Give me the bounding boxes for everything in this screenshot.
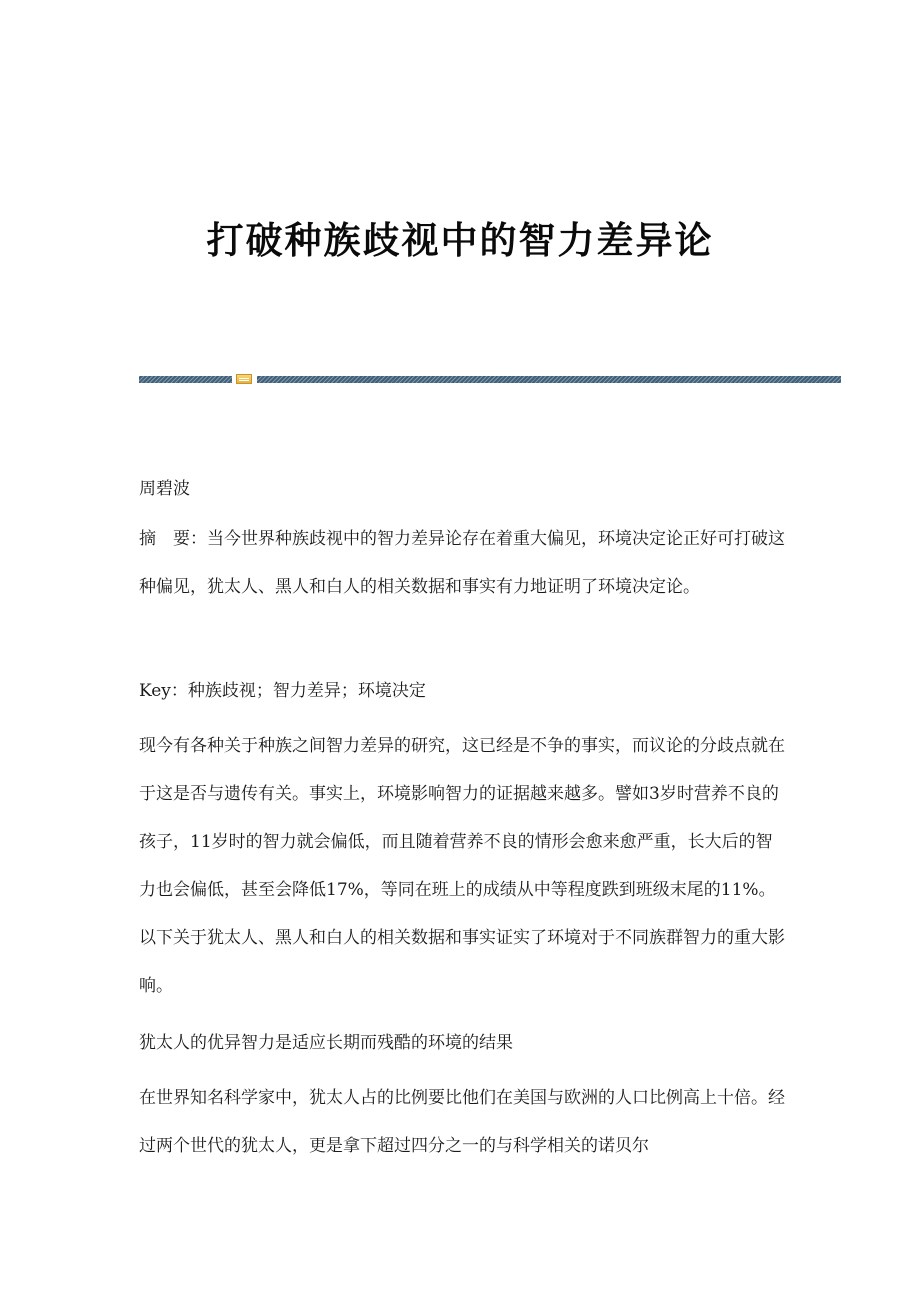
- document-title: 打破种族歧视中的智力差异论: [206, 218, 714, 262]
- divider-bar-left: [139, 376, 232, 383]
- divider-bar-right: [257, 376, 841, 383]
- body-paragraph-1: 现今有各种关于种族之间智力差异的研究，这已经是不争的事实，而议论的分歧点就在于这是否与遗传有关。事实上，环境影响智力的证据越来越多。譬如3岁时营养不良的孩子，11岁时的智力就会偏低，而且随着营养不良的情形会愈来愈严重，长大后的智力也会偏低，甚至会降低17%，等同在班上的成绩从中等程度跌到班级末尾的11%。以下关于犹太人、黑人和白人的相关数据和事实证实了环境对于不同族群智力的重大影响。: [139, 736, 785, 996]
- section-subheading: 犹太人的优异智力是适应长期而残酷的环境的结果: [139, 1033, 513, 1053]
- body-paragraph-2: 在世界知名科学家中，犹太人占的比例要比他们在美国与欧洲的人口比例高上十倍。经过两个世代的犹太人，更是拿下超过四分之一的与科学相关的诺贝尔: [139, 1088, 785, 1156]
- abstract-paragraph: 摘 要：当今世界种族歧视中的智力差异论存在着重大偏见，环境决定论正好可打破这种偏见，犹太人、黑人和白人的相关数据和事实有力地证明了环境决定论。: [139, 529, 785, 597]
- title-divider: [139, 374, 841, 384]
- keywords-line: Key：种族歧视；智力差异；环境决定: [139, 681, 426, 701]
- envelope-icon: [236, 374, 252, 384]
- author-name: 周碧波: [139, 479, 190, 499]
